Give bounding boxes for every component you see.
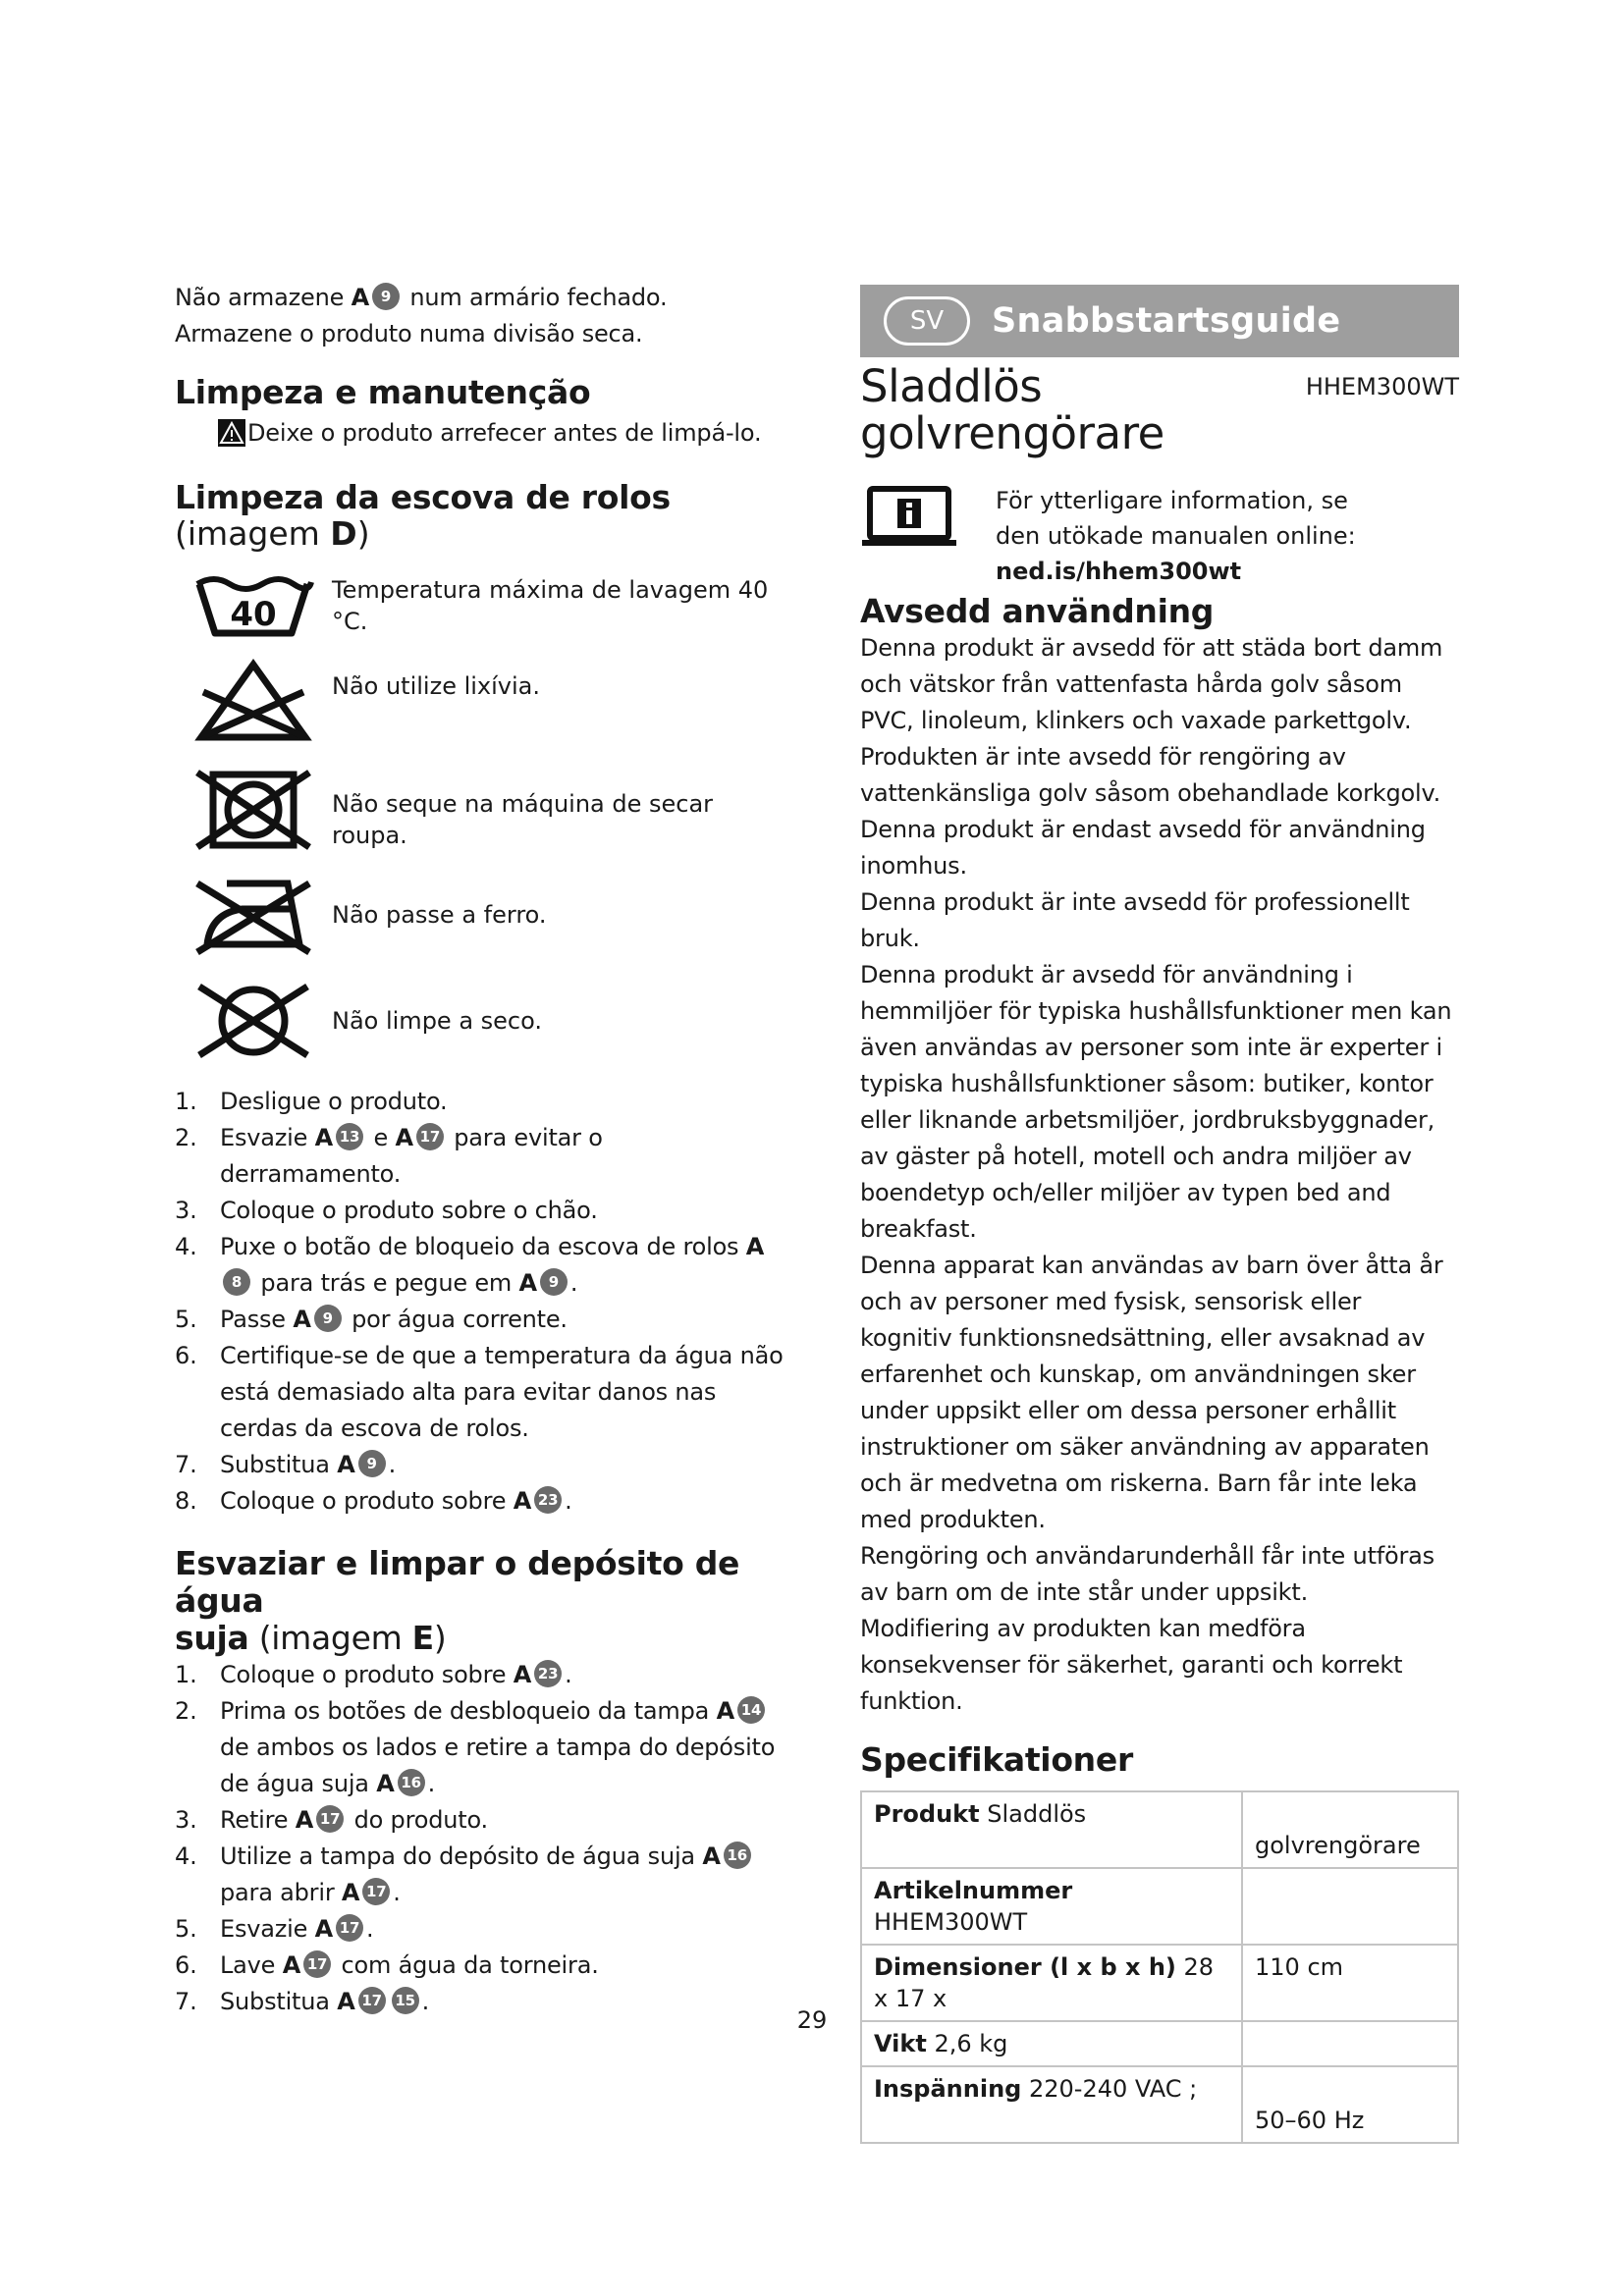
- step-text-part: Esvazie: [220, 1124, 315, 1151]
- step-text-part: Esvazie: [220, 1915, 315, 1943]
- step-text: [212, 1483, 784, 1520]
- online-manual-info: För ytterligare information, se den utökade manualen online: ned.is/hhem300wt: [860, 483, 1459, 589]
- callout-number: 9: [314, 1305, 342, 1332]
- list-item: [175, 1302, 784, 1338]
- model-number: HHEM300WT: [1305, 373, 1459, 400]
- spec-value: golvrengörare: [1255, 1832, 1421, 1859]
- language-badge: SV: [884, 296, 970, 346]
- table-row: [861, 1791, 1458, 1868]
- step-text-part: Lave: [220, 1951, 283, 1979]
- step-text-part: Retire: [220, 1806, 296, 1834]
- list-item: [175, 1911, 784, 1948]
- cleaning-note: Deixe o produto arrefecer antes de limpá-lo.: [175, 415, 784, 452]
- step-number: 2.: [175, 1124, 197, 1151]
- guide-banner: [860, 285, 1459, 357]
- part-ref: A: [376, 1770, 395, 1797]
- callout-number: 14: [737, 1696, 765, 1724]
- step-text-part: Prima os botões de desbloqueio da tampa: [220, 1697, 717, 1725]
- usage-paragraph: Rengöring och användarunderhåll får inte utföras av barn om de inte står under uppsikt.: [860, 1542, 1435, 1606]
- list-item: [175, 1120, 784, 1193]
- list-item: [175, 1948, 784, 1984]
- no-bleach-icon: [175, 657, 332, 745]
- intro-notes: [175, 280, 784, 352]
- step-text: [212, 1084, 784, 1120]
- no-tumble-dry-icon: [175, 763, 332, 857]
- spec-value: 220-240 VAC ;: [1021, 2075, 1198, 2103]
- usage-text: [860, 630, 1459, 1720]
- list-item: [175, 1483, 784, 1520]
- step-number: 4.: [175, 1233, 197, 1260]
- step-text: [212, 1302, 784, 1338]
- part-ref: A: [337, 1451, 355, 1478]
- list-item: [175, 1802, 784, 1839]
- intro-line: [175, 280, 784, 316]
- list-item: [175, 1839, 784, 1911]
- usage-paragraph: Denna produkt är avsedd för användning i hemmiljöer för typiska hushållsfunktioner men kan även användas av personer som inte är experter i typiska hushållsfunktioner såsom: butiker, kontor eller liknande arbetsmiljöer, jordbruksbyggnader, av gäster på hotell, motell och andra miljöer av boendetyp och/eller miljöer av typen bed and breakfast.: [860, 961, 1452, 1243]
- spec-label-cell: [861, 1868, 1242, 1945]
- symbol-row: Não utilize lixívia.: [175, 646, 784, 756]
- step-text-part: .: [569, 1269, 578, 1297]
- step-text-part: Coloque o produto sobre: [220, 1487, 514, 1515]
- table-row: [861, 1868, 1458, 1945]
- step-text: [212, 1193, 784, 1229]
- step-text-part: para abrir: [220, 1879, 342, 1906]
- step-number: 7.: [175, 1451, 197, 1478]
- callout-number: 16: [724, 1842, 751, 1869]
- step-text-part: com água da torneira.: [334, 1951, 599, 1979]
- wash-40-icon: [175, 570, 332, 641]
- callout-number: 9: [540, 1268, 568, 1296]
- laptop-info-icon: [860, 483, 958, 589]
- step-text-part: .: [427, 1770, 436, 1797]
- symbol-row: Não passe a ferro.: [175, 864, 784, 966]
- spec-value-cell: [1242, 2066, 1458, 2143]
- step-text-part: Substitua: [220, 1451, 338, 1478]
- step-text-part: Certifique-se de que a temperatura da água não está demasiado alta para evitar danos nas cerdas da escova de rolos.: [220, 1342, 784, 1442]
- right-column: [860, 285, 1459, 2144]
- step-number: 3.: [175, 1197, 197, 1224]
- part-ref: A: [716, 1697, 734, 1725]
- roller-subheading: (imagem D): [175, 514, 370, 553]
- step-number: 5.: [175, 1915, 197, 1943]
- callout-number: 17: [416, 1123, 444, 1150]
- part-ref: A: [282, 1951, 301, 1979]
- list-item: [175, 1338, 784, 1447]
- cleaning-heading: Limpeza e manutenção: [175, 373, 591, 411]
- step-text-part: .: [565, 1661, 572, 1688]
- step-text-part: Puxe o botão de bloqueio da escova de rolos: [220, 1233, 746, 1260]
- part-ref: A: [295, 1806, 314, 1834]
- tank-steps: [175, 1657, 784, 2020]
- step-text-part: .: [366, 1915, 374, 1943]
- symbol-row: Não seque na máquina de secar roupa.: [175, 756, 784, 864]
- roller-heading: Limpeza da escova de rolos: [175, 478, 671, 516]
- part-ref: A: [293, 1306, 311, 1333]
- usage-paragraph: Denna apparat kan användas av barn över åtta år och av personer med fysisk, sensorisk eller kognitiv funktionsnedsättning, eller avsaknad av erfarenhet och kunskap, om användningen sker under uppsikt eller om dessa personer erhållit instruktioner om säker användning av apparaten och är medvetna om riskerna. Barn får inte leka med produkten.: [860, 1252, 1443, 1533]
- list-item: [175, 1229, 784, 1302]
- list-item: [175, 1447, 784, 1483]
- step-text: [212, 1657, 784, 1693]
- step-number: 2.: [175, 1697, 197, 1725]
- part-ref: A: [513, 1487, 532, 1515]
- list-item: [175, 1657, 784, 1693]
- step-number: 1.: [175, 1661, 197, 1688]
- no-iron-icon: [175, 870, 332, 960]
- care-symbols: [175, 565, 784, 1076]
- step-text: [212, 1802, 784, 1839]
- warning-icon: [218, 419, 245, 447]
- spec-value: 2,6 kg: [926, 2030, 1008, 2057]
- usage-heading: Avsedd användning: [860, 592, 1215, 630]
- step-text-part: Coloque o produto sobre o chão.: [220, 1197, 598, 1224]
- spec-label: Inspänning: [874, 2075, 1022, 2103]
- part-ref: A: [351, 284, 369, 311]
- spec-value-cell: [1242, 1868, 1458, 1945]
- symbol-row: 40 Temperatura máxima de lavagem 40 °C.: [175, 565, 784, 646]
- spec-value: 28 x 17 x: [874, 1953, 1215, 2012]
- step-text-part: para evitar o derramamento.: [220, 1124, 603, 1188]
- roller-steps: [175, 1084, 784, 1520]
- callout-number: 17: [336, 1914, 363, 1942]
- step-text: [212, 1229, 784, 1302]
- part-ref: A: [518, 1269, 537, 1297]
- spec-value-cell: [1242, 1791, 1458, 1868]
- list-item: [175, 1084, 784, 1120]
- step-number: 7.: [175, 1988, 197, 2015]
- list-item: [175, 1693, 784, 1802]
- callout-number: 15: [392, 1987, 419, 2014]
- step-text-part: .: [565, 1487, 572, 1515]
- part-ref: A: [513, 1661, 532, 1688]
- spec-label-cell: [861, 2066, 1242, 2143]
- usage-paragraph: Denna produkt är endast avsedd för användning inomhus.: [860, 816, 1426, 880]
- intro-line: [175, 316, 784, 352]
- part-ref: A: [314, 1915, 334, 1943]
- callout-number: 23: [534, 1660, 562, 1687]
- step-text-part: Passe: [220, 1306, 294, 1333]
- spec-value: Sladdlös: [979, 1800, 1087, 1828]
- part-ref: A: [745, 1233, 765, 1260]
- part-ref: A: [702, 1842, 721, 1870]
- step-text-part: Desligue o produto.: [220, 1088, 448, 1115]
- step-text-part: Substitua: [220, 1988, 338, 2015]
- step-number: 1.: [175, 1088, 197, 1115]
- left-column: [175, 280, 784, 2020]
- step-text-part: Utilize a tampa do depósito de água suja: [220, 1842, 703, 1870]
- part-ref: A: [341, 1879, 360, 1906]
- callout-number: 17: [362, 1878, 390, 1905]
- callout-number: 16: [398, 1769, 425, 1796]
- step-text: [212, 1911, 784, 1948]
- step-number: 4.: [175, 1842, 197, 1870]
- usage-paragraph: Produkten är inte avsedd för rengöring av vattenkänsliga golv såsom obehandlade korkgolv.: [860, 743, 1441, 807]
- table-row: [861, 2066, 1458, 2143]
- spec-label: Vikt: [874, 2030, 927, 2057]
- step-number: 6.: [175, 1342, 197, 1369]
- svg-text:40: 40: [230, 595, 277, 634]
- step-text-part: .: [388, 1451, 397, 1478]
- no-dry-clean-icon: [175, 977, 332, 1065]
- spec-label: Artikelnummer: [874, 1877, 1073, 1904]
- list-item: [175, 1193, 784, 1229]
- spec-value: 110 cm: [1255, 1953, 1344, 1981]
- step-text-part: de ambos os lados e retire a tampa do depósito de água suja: [220, 1734, 776, 1797]
- product-title-block: [860, 360, 1459, 459]
- step-number: 3.: [175, 1806, 197, 1834]
- step-text: [212, 1693, 784, 1802]
- part-ref: A: [395, 1124, 413, 1151]
- step-number: 6.: [175, 1951, 197, 1979]
- step-text-part: do produto.: [347, 1806, 488, 1834]
- intro-text: Não armazene: [175, 284, 352, 311]
- usage-paragraph: Modifiering av produkten kan medföra konsekvenser för säkerhet, garanti och korrekt funktion.: [860, 1615, 1403, 1715]
- spec-table: [860, 1790, 1459, 2144]
- intro-text: num armário fechado.: [402, 284, 668, 311]
- step-text: [212, 1839, 784, 1911]
- step-number: 5.: [175, 1306, 197, 1333]
- spec-value: 50–60 Hz: [1255, 2107, 1365, 2134]
- part-ref: A: [337, 1988, 355, 2015]
- step-text-part: .: [393, 1879, 401, 1906]
- spec-heading: Specifikationer: [860, 1740, 1133, 1779]
- usage-paragraph: Denna produkt är avsedd för att städa bort damm och vätskor från vattenfasta hårda golv såsom PVC, linoleum, klinkers och vaxade parkettgolv.: [860, 634, 1443, 734]
- intro-text: Armazene o produto numa divisão seca.: [175, 320, 643, 347]
- page-number: 29: [796, 2006, 828, 2034]
- step-text-part: .: [421, 1988, 430, 2015]
- step-text: [212, 1120, 784, 1193]
- callout-number: 9: [358, 1450, 386, 1477]
- callout-number: 8: [223, 1268, 250, 1296]
- step-text-part: Coloque o produto sobre: [220, 1661, 514, 1688]
- spec-label: Produkt: [874, 1800, 980, 1828]
- callout-number: 17: [303, 1950, 331, 1978]
- spec-label: Dimensioner (l x b x h): [874, 1953, 1176, 1981]
- spec-label-cell: [861, 1791, 1242, 1868]
- step-text: [212, 1338, 784, 1447]
- symbol-row: Não limpe a seco.: [175, 966, 784, 1076]
- callout-number: 17: [358, 1987, 386, 2014]
- step-text: [212, 1948, 784, 1984]
- spec-value: HHEM300WT: [874, 1908, 1028, 1936]
- usage-paragraph: Denna produkt är inte avsedd för professionellt bruk.: [860, 888, 1410, 952]
- step-number: 8.: [175, 1487, 197, 1515]
- part-ref: A: [314, 1124, 334, 1151]
- callout-number: 9: [372, 283, 400, 310]
- callout-number: 17: [316, 1805, 344, 1833]
- callout-number: 23: [534, 1486, 562, 1514]
- callout-number: 13: [336, 1123, 363, 1150]
- tank-heading: Esvaziar e limpar o depósito de água suja (imagem E): [175, 1544, 740, 1657]
- step-text: [212, 1447, 784, 1483]
- manual-link[interactable]: ned.is/hhem300wt: [996, 558, 1242, 585]
- step-text-part: para trás e pegue em: [253, 1269, 519, 1297]
- step-text-part: e: [366, 1124, 396, 1151]
- banner-title: Snabbstartsguide: [992, 301, 1341, 341]
- product-title: Sladdlös golvrengörare: [860, 360, 1164, 459]
- step-text-part: por água corrente.: [344, 1306, 568, 1333]
